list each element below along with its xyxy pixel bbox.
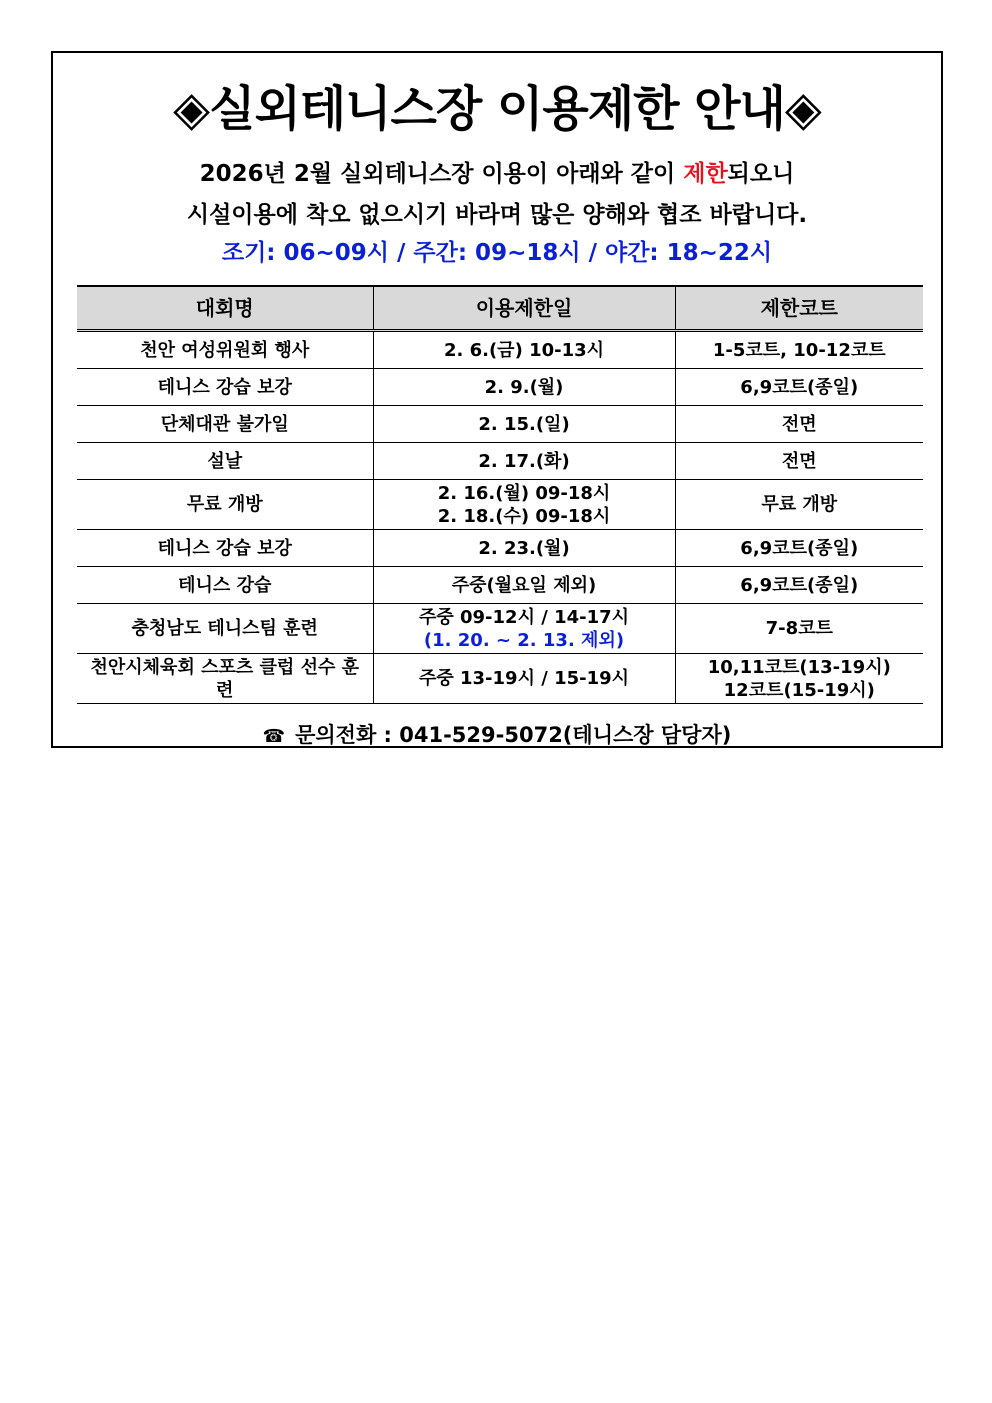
court-cell: 6,9코트(종일) <box>675 567 923 604</box>
dates-cell <box>373 480 675 530</box>
hours-line: 조기: 06~09시 / 주간: 09~18시 / 야간: 18~22시 <box>221 240 773 266</box>
dates-cell: 2. 23.(월) <box>373 530 675 567</box>
event-cell: 무료 개방 <box>77 480 373 530</box>
page-title: ◈실외테니스장 이용제한 안내◈ <box>173 81 821 137</box>
table-row <box>77 406 923 443</box>
contact-text: 문의전화 : 041-529-5072(테니스장 담당자) <box>295 723 732 747</box>
court-cell: 7-8코트 <box>675 604 923 654</box>
court-cell <box>675 654 923 704</box>
event-cell: 단체대관 불가일 <box>77 406 373 443</box>
intro-line-1 <box>53 159 941 189</box>
intro-line-2: 시설이용에 착오 없으시기 바라며 많은 양해와 협조 바랍니다. <box>186 202 808 228</box>
court-line: 10,11코트(13-19시) <box>707 656 891 678</box>
dates-cell: 2. 17.(화) <box>373 443 675 480</box>
event-cell: 천안시체육회 스포츠 클럽 선수 훈련 <box>77 654 373 704</box>
event-cell: 테니스 강습 <box>77 567 373 604</box>
restriction-table <box>77 285 923 704</box>
table-row <box>77 604 923 654</box>
contact-line <box>53 722 941 750</box>
table-row <box>77 530 923 567</box>
dates-cell: 2. 9.(월) <box>373 369 675 406</box>
event-cell: 천안 여성위원회 행사 <box>77 331 373 369</box>
table-row <box>77 443 923 480</box>
dates-line: 주중 09-12시 / 14-17시 <box>418 606 630 628</box>
court-cell: 전면 <box>675 443 923 480</box>
table-row <box>77 480 923 530</box>
table-row <box>77 369 923 406</box>
dates-cell: 2. 6.(금) 10-13시 <box>373 331 675 369</box>
event-cell: 테니스 강습 보강 <box>77 369 373 406</box>
dates-cell <box>373 604 675 654</box>
court-cell: 6,9코트(종일) <box>675 530 923 567</box>
court-line: 12코트(15-19시) <box>723 679 875 701</box>
court-cell: 전면 <box>675 406 923 443</box>
phone-icon: ☎ <box>262 726 286 747</box>
header-dates: 이용제한일 <box>373 286 675 331</box>
header-event: 대회명 <box>77 286 373 331</box>
intro-text-part2: 되오니 <box>727 161 795 187</box>
event-cell: 설날 <box>77 443 373 480</box>
court-cell: 무료 개방 <box>675 480 923 530</box>
table-row <box>77 654 923 704</box>
court-cell: 6,9코트(종일) <box>675 369 923 406</box>
intro-text-part1: 2026년 2월 실외테니스장 이용이 아래와 같이 <box>199 161 684 187</box>
notice-frame <box>51 51 943 748</box>
event-cell: 테니스 강습 보강 <box>77 530 373 567</box>
dates-line: 2. 16.(월) 09-18시 <box>437 482 611 504</box>
intro-highlight: 제한 <box>683 161 728 187</box>
dates-exclusion-note: (1. 20. ~ 2. 13. 제외) <box>423 629 625 651</box>
dates-line: 2. 18.(수) 09-18시 <box>437 505 611 527</box>
court-cell: 1-5코트, 10-12코트 <box>675 331 923 369</box>
dates-cell: 2. 15.(일) <box>373 406 675 443</box>
dates-cell: 주중 13-19시 / 15-19시 <box>373 654 675 704</box>
event-cell: 충청남도 테니스팀 훈련 <box>77 604 373 654</box>
table-header-row <box>77 286 923 331</box>
table-row <box>77 331 923 369</box>
table-row <box>77 567 923 604</box>
dates-cell: 주중(월요일 제외) <box>373 567 675 604</box>
header-court: 제한코트 <box>675 286 923 331</box>
